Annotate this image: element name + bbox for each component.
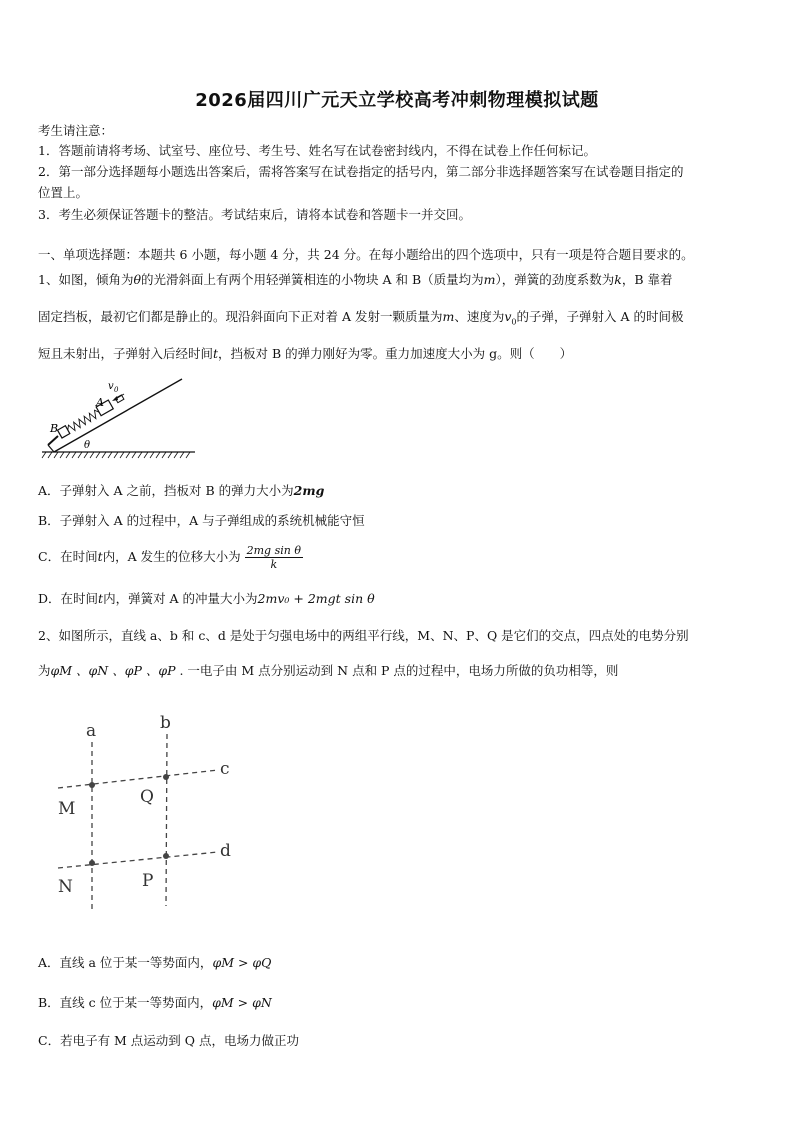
q2-option-a: A．直线 a 位于某一等势面内，φM > φQ [38, 955, 272, 970]
notice-item: 1．答题前请将考场、试室号、座位号、考生号、姓名写在试卷密封线内，不得在试卷上作任何标记。 [38, 143, 596, 158]
figure-label: d [220, 841, 231, 861]
figure-label: c [220, 759, 230, 779]
q1-option-b: B．子弹射入 A 的过程中，A 与子弹组成的系统机械能守恒 [38, 513, 365, 528]
figure-label: M [58, 799, 76, 819]
figure-label: P [142, 871, 154, 891]
figure-label: b [160, 713, 171, 733]
figure-label: N [58, 877, 73, 897]
q1-stem-line: 1、如图，倾角为θ的光滑斜面上有两个用轻弹簧相连的小物块 A 和 B（质量均为m），弹簧的劲度系数为k，B 靠着 [38, 272, 673, 287]
q2-field-figure [50, 706, 250, 916]
q1-stem-line: 短且未射出，子弹射入后经时间t，挡板对 B 的弹力刚好为零。重力加速度大小为 g。则（ ） [38, 346, 573, 361]
figure-label: a [86, 721, 97, 741]
q1-stem-line: 固定挡板，最初它们都是静止的。现沿斜面向下正对着 A 发射一颗质量为m、速度为$v_0$的子弹，子弹射入 A 的时间极 [38, 309, 684, 327]
notice-item: 位置上。 [38, 185, 89, 200]
figure-label: B [50, 422, 59, 435]
figure-label: 0 [114, 386, 119, 394]
q1-incline-figure [40, 372, 200, 462]
notice-item: 2．第一部分选择题每小题选出答案后，需将答案写在试卷指定的括号内，第二部分非选择题答案写在试卷题目指定的 [38, 164, 684, 179]
q1-option-a: A．子弹射入 A 之前，挡板对 B 的弹力大小为2mg [38, 483, 325, 498]
q1-option-c: C．在时间t内，A 发生的位移大小为 $\frac{\text{2mg sin θ}}{k}$ [38, 544, 301, 571]
figure-label: Q [140, 787, 154, 807]
page-title: 2026届四川广元天立学校高考冲刺物理模拟试题 [195, 90, 599, 111]
fraction: $\frac{\text{2mg sin θ}}{k}$ [246, 544, 301, 571]
section-heading: 一、单项选择题：本题共 6 小题，每小题 4 分，共 24 分。在每小题给出的四个选项中，只有一项是符合题目要求的。 [38, 247, 694, 262]
notice-item: 3．考生必须保证答题卡的整洁。考试结束后，请将本试卷和答题卡一并交回。 [38, 207, 471, 222]
q2-stem-line: 2、如图所示，直线 a、b 和 c、d 是处于匀强电场中的两组平行线，M、N、P、Q 是它们的交点，四点处的电势分别 [38, 628, 689, 643]
figure-label: A [96, 396, 104, 409]
q2-stem-line: 为φM 、φN 、φP 、φP . 一电子由 M 点分别运动到 N 点和 P 点的过程中，电场力所做的负功相等，则 [38, 663, 619, 678]
q2-option-b: B．直线 c 位于某一等势面内，φM > φN [38, 995, 272, 1010]
q2-option-c: C．若电子有 M 点运动到 Q 点，电场力做正功 [38, 1033, 300, 1048]
figure-label: v [108, 381, 114, 392]
notice-heading: 考生请注意： [38, 123, 114, 138]
q1-option-d: D．在时间t内，弹簧对 A 的冲量大小为2mv₀ + 2mgt sin θ [38, 591, 375, 606]
figure-label: θ [84, 440, 91, 451]
